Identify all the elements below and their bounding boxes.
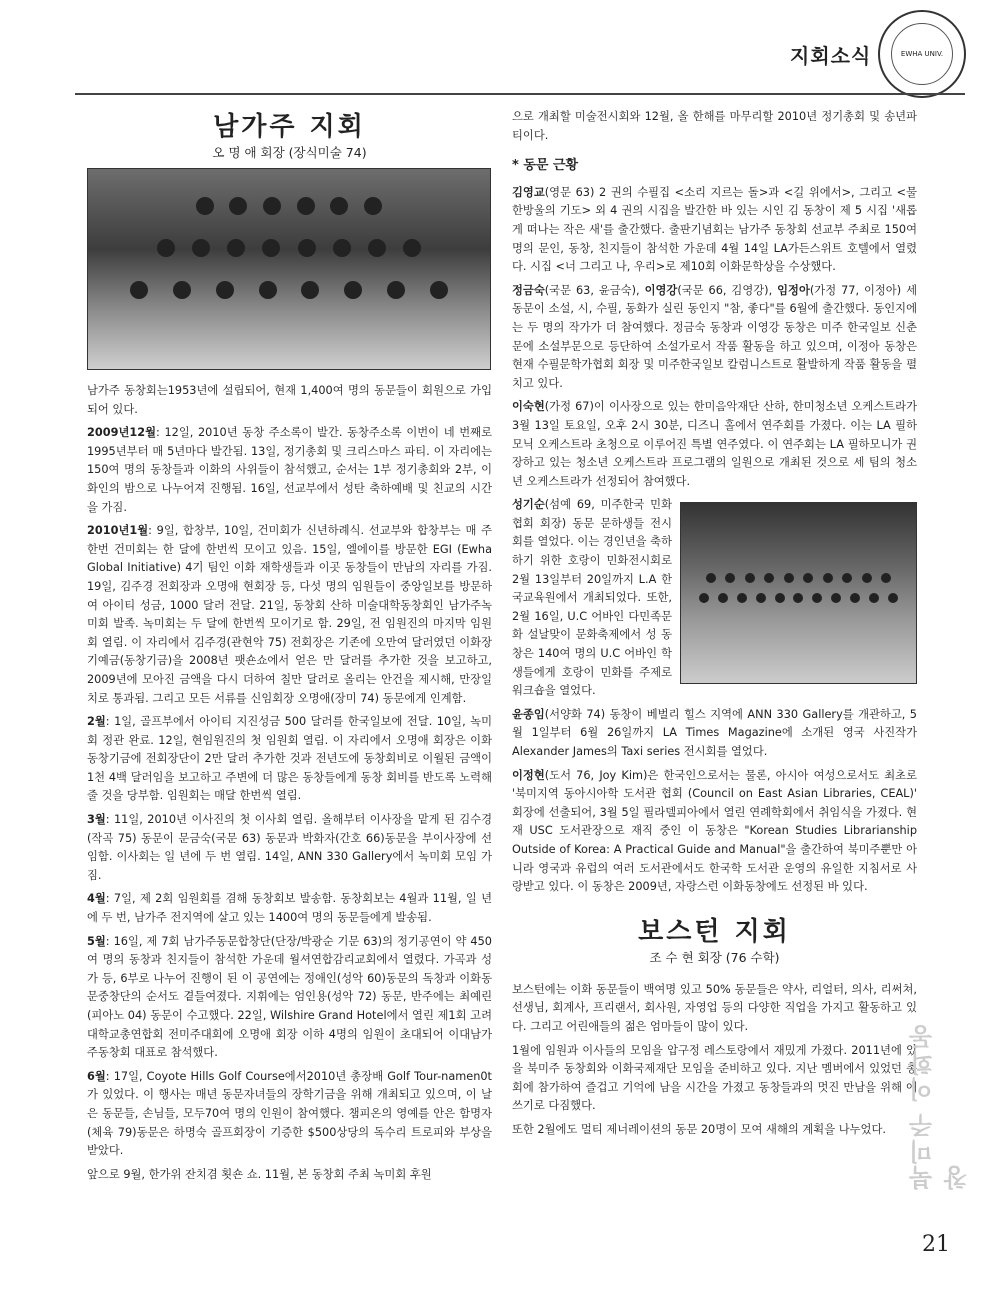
- news-jun: [87, 1068, 492, 1161]
- boston-paragraph: 1월에 임원과 이사들의 모임을 압구정 레스토랑에서 재밌게 가졌다. 2011년에 있을 북미주 동창회와 이화국제재단 모임을 준비하고 있다. 지난 멤버에서 있었던 총회에 참가하여 즐겁고 기억에 남을 시간을 가졌고 동창들과의 멋진 만남을 위해 애쓰기로 다짐했다.: [512, 1043, 917, 1113]
- alumni-news-item: [512, 184, 917, 277]
- paragraph-text: : 9일, 합창부, 10일, 건미회가 신년하례식. 선교부와 합창부는 매 주 한번 건미회는 한 달에 한번씩 모이고 있음. 15일, 엘에이를 방문한 EGI (Ewha Global Initiative) 4기 팀인 이화 재학생들과 이곳 동창들이 만남의 자리를 가짐. 19일, 김주경 전회장과 오명애 현회장 등, 다섯 명의 임원들이 중앙일보를 방문하여 아이티 성금, 1000 달러 전달. 21일, 동창회 산하 미술대학동창회인 남가주녹미회 발족. 녹미회는 두 달에 한번씩 모이기로 함. 29일, 전 임원진의 마지막 임원회 열림. 이 자리에서 김주경(관현악 75) 전회장은 기존에 오만여 달러였던 이화장기예금(동창기금)을 2008년 팻숀쇼에서 얻은 만 달러를 추가한 것을 보고하고, 2009년에 모아진 금액을 다시 더하여 칠만 달러로 올리는 안건을 제시해, 만장일치로 통과됨. 그리고 모든 서류를 신임회장 오명애(장미 74) 동문에게 인계함.: [87, 524, 492, 705]
- left-column: [87, 110, 492, 1189]
- paragraph-text: (서양화 74) 동창이 베벌리 힐스 지역에 ANN 330 Gallery를 개관하고, 5월 1일부터 6월 26일까지 LA Times Magazine에 소개된 영국 사진작가 Alexander James의 Taxi series 전시회를 열었다.: [512, 707, 917, 758]
- right-column: [512, 108, 917, 1145]
- paragraph-text: : 7일, 제 2회 임원회를 겸해 동창회보 발송함. 동창회보는 4월과 11월, 일 년에 두 번, 남가주 전지역에 살고 있는 1400여 명의 동문들에게 발송됨.: [87, 892, 492, 925]
- paragraph-text: (가정 67)이 이사장으로 있는 한미음악재단 산하, 한미청소년 오케스트라가 3월 13일 토요일, 오후 2시 30분, 디즈니 홀에서 연주회를 가졌다. 이는 LA 필하모닉 오케스트라 초청으로 이루어진 특별 연주였다. 이 연주회는 LA 필하모니가 권장하고 있는 청소년 오케스트라 프로그램의 일원으로 개최된 것으로 세 팀의 청소년 오케스트라가 선정되어 참여했다.: [512, 400, 917, 488]
- month-label: 2월: [87, 715, 106, 729]
- paragraph-text: (가정 77, 이정아) 세 동문이 소설, 시, 수필, 동화가 실린 동인지 "참, 좋다"를 6월에 출간했다. 동인지에는 두 명의 작가가 더 참여했다. 정금숙 동창과 이영강 동창은 미주 한국일보 신춘문에 소설부문으로 등단하여 소설가로서 작품 활동을 하고 있으며, 이정아 동창은 현재 수필문학가협회 회장 및 미주한국일보 칼럼니스트로 활발하게 작품 활동을 펼치고 있다.: [512, 283, 917, 390]
- news-jan-2010: [87, 522, 492, 708]
- paragraph-text: : 17일, Coyote Hills Golf Course에서2010년 총장배 Golf Tour-namen0t가 있었다. 이 행사는 매년 동문자녀들의 장학기금을 위해 개최되고 있으며, 이 날은 동문들, 손님들, 모두70여 명의 인원이 참여했다. 챔피온의 영예를 안은 함명자(체육 79)동문은 하명숙 골프회장이 기증한 $500상당의 독수리 트로피와 부상을 받았다.: [87, 1069, 492, 1158]
- paragraph-text: (영문 63) 2 권의 수필집 <소리 지르는 돌>과 <길 위에서>, 그리고 <물 한방울의 기도> 외 4 권의 시집을 발간한 바 있는 시인 김 동창이 제 5 시집 '새롭게 떠나는 작은 새'를 출간했다. 출판기념회는 남가주 동창회 선교부 주최로 150여 명의 문인, 동창, 친지들이 참석한 가운데 4월 14일 LA가든스위트 호텔에서 열렸다. 시집 <너 그리고 나, 우리>로 제10회 이화문학상을 수상했다.: [512, 185, 917, 274]
- chapter-title: 보스턴 지회: [638, 916, 791, 947]
- paragraph-text: (도서 76, Joy Kim)은 한국인으로서는 물론, 아시아 여성으로서도 최초로 '북미지역 동아시아학 도서관 협회 (Council on East Asian Libraries, CEAL)' 회장에 선출되어, 3월 5일 필라델피아에서 열린 연례학회에서 취임식을 가졌다. 현재 USC 도서관장으로 재직 중인 이 동창은 "Korean Studies Librarianship Outside of Korea: A Practical Guide and Manual"을 출간하여 북미주뿐만 아니라 영국과 유럽의 여러 도서관에서도 한국학 도서관 운영의 유일한 지침서로 사랑받고 있다. 이 동창은 2009년, 자랑스런 이화동창에도 선정된 바 있다.: [512, 768, 917, 894]
- alumni-news-item: [512, 398, 917, 491]
- alumni-name: 성기순: [512, 498, 545, 512]
- alumni-news-item: [512, 282, 917, 394]
- alumni-name: 임정아: [777, 283, 810, 297]
- boston-paragraph: 보스턴에는 이화 동문들이 백여명 있고 50% 동문들은 약사, 리얼터, 의사, 리써쳐, 선생님, 회계사, 프리랜서, 회사원, 자영업 등의 다양한 직업을 가지고 활동하고 있다. 그리고 어린애들의 젊은 엄마들이 많이 있다.: [512, 982, 917, 1033]
- university-emblem: [878, 10, 966, 98]
- alumni-news-heading: * 동문 근황: [512, 158, 579, 174]
- month-label: 4월: [87, 892, 106, 906]
- section-title: 지회소식: [790, 44, 872, 68]
- upcoming-events: 앞으로 9월, 한가위 잔치겸 횟숀 쇼. 11월, 본 동창회 주최 녹미회 후원: [87, 1167, 432, 1181]
- news-apr: [87, 890, 492, 927]
- month-label: 5월: [87, 934, 106, 948]
- paragraph-text: (섬예 69, 미주한국 민화협회 회장) 동문 문하생들 전시회를 열었다. 이는 경인년을 축하하기 위한 호랑이 민화전시회로 2월 13일부터 20일까지 L.A 한국교육원에서 개최되었다. 또한, 2월 16일, U.C 어바인 다민족문화 설날맞이 문화축제에서 성 동창은 140여 명의 U.C 어바인 학생들에게 호랑이 민화를 주제로 워크숍을 열었다.: [512, 498, 672, 698]
- alumni-news-item: [512, 767, 917, 897]
- paragraph-text: (국문 63, 윤금숙),: [544, 283, 645, 297]
- alumni-news-item: [512, 706, 917, 762]
- alumni-name: 이정현: [512, 768, 545, 782]
- alumni-name: 이영강: [644, 283, 678, 297]
- continued-text: 으로 개최할 미술전시회와 12월, 올 한해를 마무리할 2010년 정기총회 및 송년파티이다.: [512, 110, 917, 142]
- alumni-name: 윤종임: [512, 707, 545, 721]
- alumni-name: 정금숙: [512, 283, 545, 297]
- paragraph-text: (국문 66, 김영강),: [677, 283, 778, 297]
- emblem-icon: EWHA UNIV.: [891, 23, 953, 85]
- month-label: 2009년12월: [87, 426, 156, 440]
- month-label: 2010년1월: [87, 524, 149, 538]
- paragraph-text: : 1일, 골프부에서 아이티 지진성금 500 달러를 한국일보에 전달. 10일, 녹미회 정관 완료. 12일, 현임원진의 첫 임원회 열림. 이 자리에서 오명애 회장은 이화동창기금에 전회장단이 2만 달러 추가한 것과 전년도에 동창회비로 이월된 금액이 1천 4백 달러임을 보고하고 주변에 더 많은 동창들에게 동창 회비를 반도록 노력해 줄 것을 당부함. 임원회는 매달 한번씩 열림.: [87, 715, 492, 803]
- month-label: 6월: [87, 1069, 106, 1083]
- publication-name: 북미주 이화동창: [909, 1023, 972, 1190]
- paragraph-text: : 11일, 2010년 이사진의 첫 이사회 열림. 올해부터 이사장을 맡게 된 김수경(작곡 75) 동문이 문금숙(국문 63) 동문과 박화자(간호 66)동문을 부이사장에 선임함. 이사회는 일 년에 두 번 열림. 14일, ANN 330 Gallery에서 녹미회 모임 가짐.: [87, 813, 492, 882]
- chapter-title: 남가주 지회: [213, 112, 366, 142]
- chapter-president: 조 수 현 회장 (76 수학): [649, 949, 780, 965]
- news-dec-2009: [87, 424, 492, 517]
- header-rule: [75, 93, 965, 95]
- boston-paragraph: 또한 2월에도 멀티 제너레이션의 동문 20명이 모여 새해의 계획을 나누었다.: [512, 1122, 886, 1136]
- paragraph-text: : 12일, 2010년 동창 주소록이 발간. 동창주소록 이번이 네 번째로 1995년부터 매 5년마다 발간됨. 13일, 정기총회 및 크리스마스 파티. 이 자리에는 150여 명의 동창들과 이화의 사위들이 참석했고, 순서는 1부 정기총회와 2부, 이화인의 밤으로 나누어져 진행됨. 16일, 선교부에서 성탄 축하예배 및 친교의 시간을 가짐.: [87, 426, 492, 514]
- news-mar: [87, 811, 492, 885]
- group-photo: [87, 168, 491, 370]
- choir-photo: [680, 502, 917, 684]
- month-label: 3월: [87, 813, 106, 827]
- news-feb: [87, 713, 492, 806]
- alumni-name: 김영교: [512, 185, 545, 199]
- intro-paragraph: 남가주 동창회는1953년에 설립되어, 현재 1,400여 명의 동문들이 회원으로 가입되어 있다.: [87, 384, 492, 416]
- news-may: [87, 933, 492, 1063]
- chapter-president: 오 명 애 회장 (장식미술 74): [212, 145, 367, 160]
- alumni-name: 이숙현: [512, 400, 545, 414]
- paragraph-text: : 16일, 제 7회 남가주동문합창단(단장/박광순 기문 63)의 정기공연이 약 450여 명의 동창과 친지들이 참석한 가운데 월셔연합감리교회에서 열렸다. 가곡과 성가 등, 6부로 나누어 진행이 된 이 공연에는 정애인(성악 60)동문의 독창과 이화동문중창단의 순서도 곁들여졌다. 지휘에는 엄인용(성악 72) 동문, 반주에는 최예린(피아노 04) 동문이 수고했다. 22일, Wilshire Grand Hotel에서 열린 제1회 고려대학교총연합회 전미주대회에 오명애 회장 이하 4명의 임원이 초대되어 이대남가주동창회 대표로 참석했다.: [87, 934, 492, 1060]
- page-number: 21: [922, 1232, 950, 1257]
